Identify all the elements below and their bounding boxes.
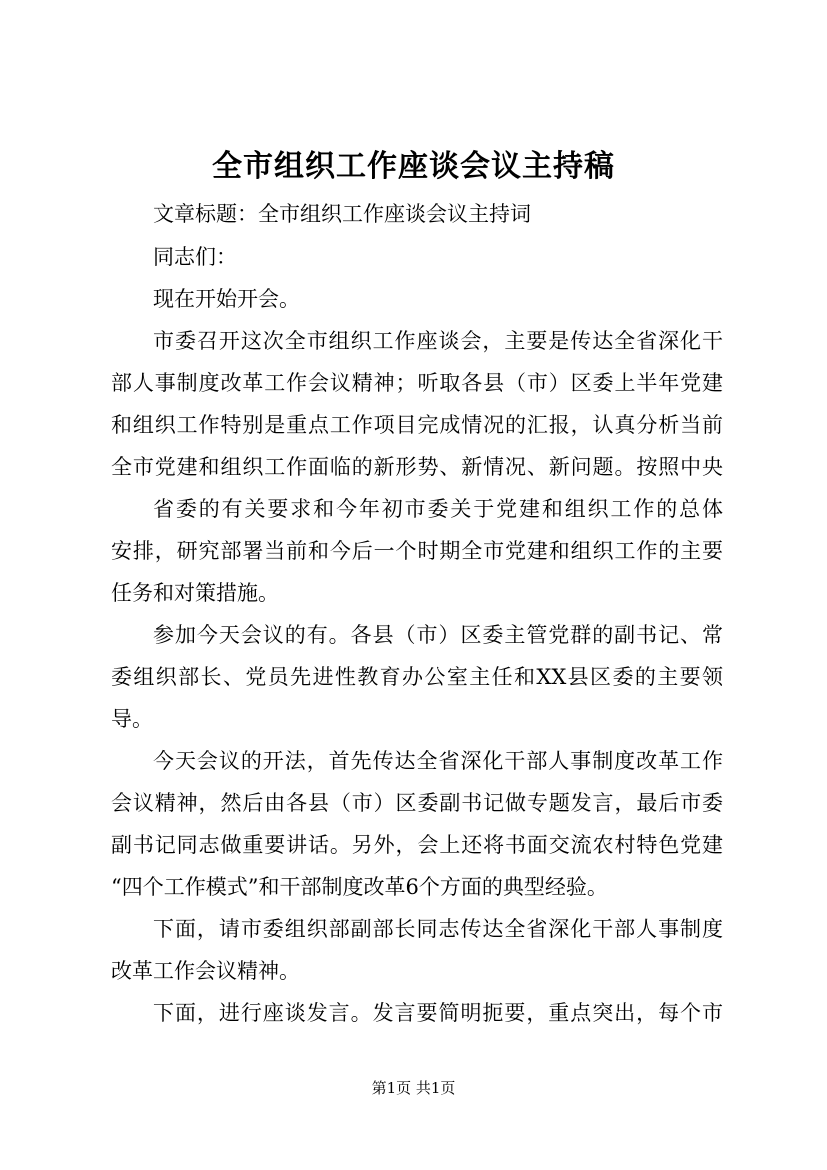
text-line: 下面，进行座谈发言。发言要简明扼要，重点突出，每个市 xyxy=(153,1001,723,1025)
text-line: 同志们： xyxy=(153,245,237,269)
text-line: 今天会议的开法，首先传达全省深化干部人事制度改革工作 xyxy=(153,749,723,773)
text-line: 参加今天会议的有。各县（市）区委主管党群的副书记、常 xyxy=(153,623,723,647)
text-line: 市委召开这次全市组织工作座谈会，主要是传达全省深化干 xyxy=(153,329,723,353)
text-line: 部人事制度改革工作会议精神；听取各县（市）区委上半年党建 xyxy=(111,371,723,395)
text-line: 现在开始开会。 xyxy=(153,287,300,311)
text-line: 任务和对策措施。 xyxy=(111,581,279,605)
text-line: “四个工作模式”和干部制度改革6个方面的典型经验。 xyxy=(111,875,608,899)
text-line: 导。 xyxy=(111,707,153,731)
text-line: 文章标题：全市组织工作座谈会议主持词 xyxy=(153,202,531,226)
text-line: 全市党建和组织工作面临的新形势、新情况、新问题。按照中央 xyxy=(111,455,723,479)
document-title: 全市组织工作座谈会议主持稿 xyxy=(212,149,615,184)
text-line: 下面，请市委组织部副部长同志传达全省深化干部人事制度 xyxy=(153,917,723,941)
text-line: 安排，研究部署当前和今后一个时期全市党建和组织工作的主要 xyxy=(111,539,723,563)
text-line: 会议精神，然后由各县（市）区委副书记做专题发言，最后市委 xyxy=(111,791,723,815)
text-line: 改革工作会议精神。 xyxy=(111,959,300,983)
text-line: 委组织部长、党员先进性教育办公室主任和XX县区委的主要领 xyxy=(111,665,723,689)
text-line: 省委的有关要求和今年初市委关于党建和组织工作的总体 xyxy=(153,497,723,521)
text-line: 副书记同志做重要讲话。另外，会上还将书面交流农村特色党建 xyxy=(111,833,723,857)
page-footer: 第1页 共1页 xyxy=(371,1079,456,1097)
text-line: 和组织工作特别是重点工作项目完成情况的汇报，认真分析当前 xyxy=(111,413,723,437)
